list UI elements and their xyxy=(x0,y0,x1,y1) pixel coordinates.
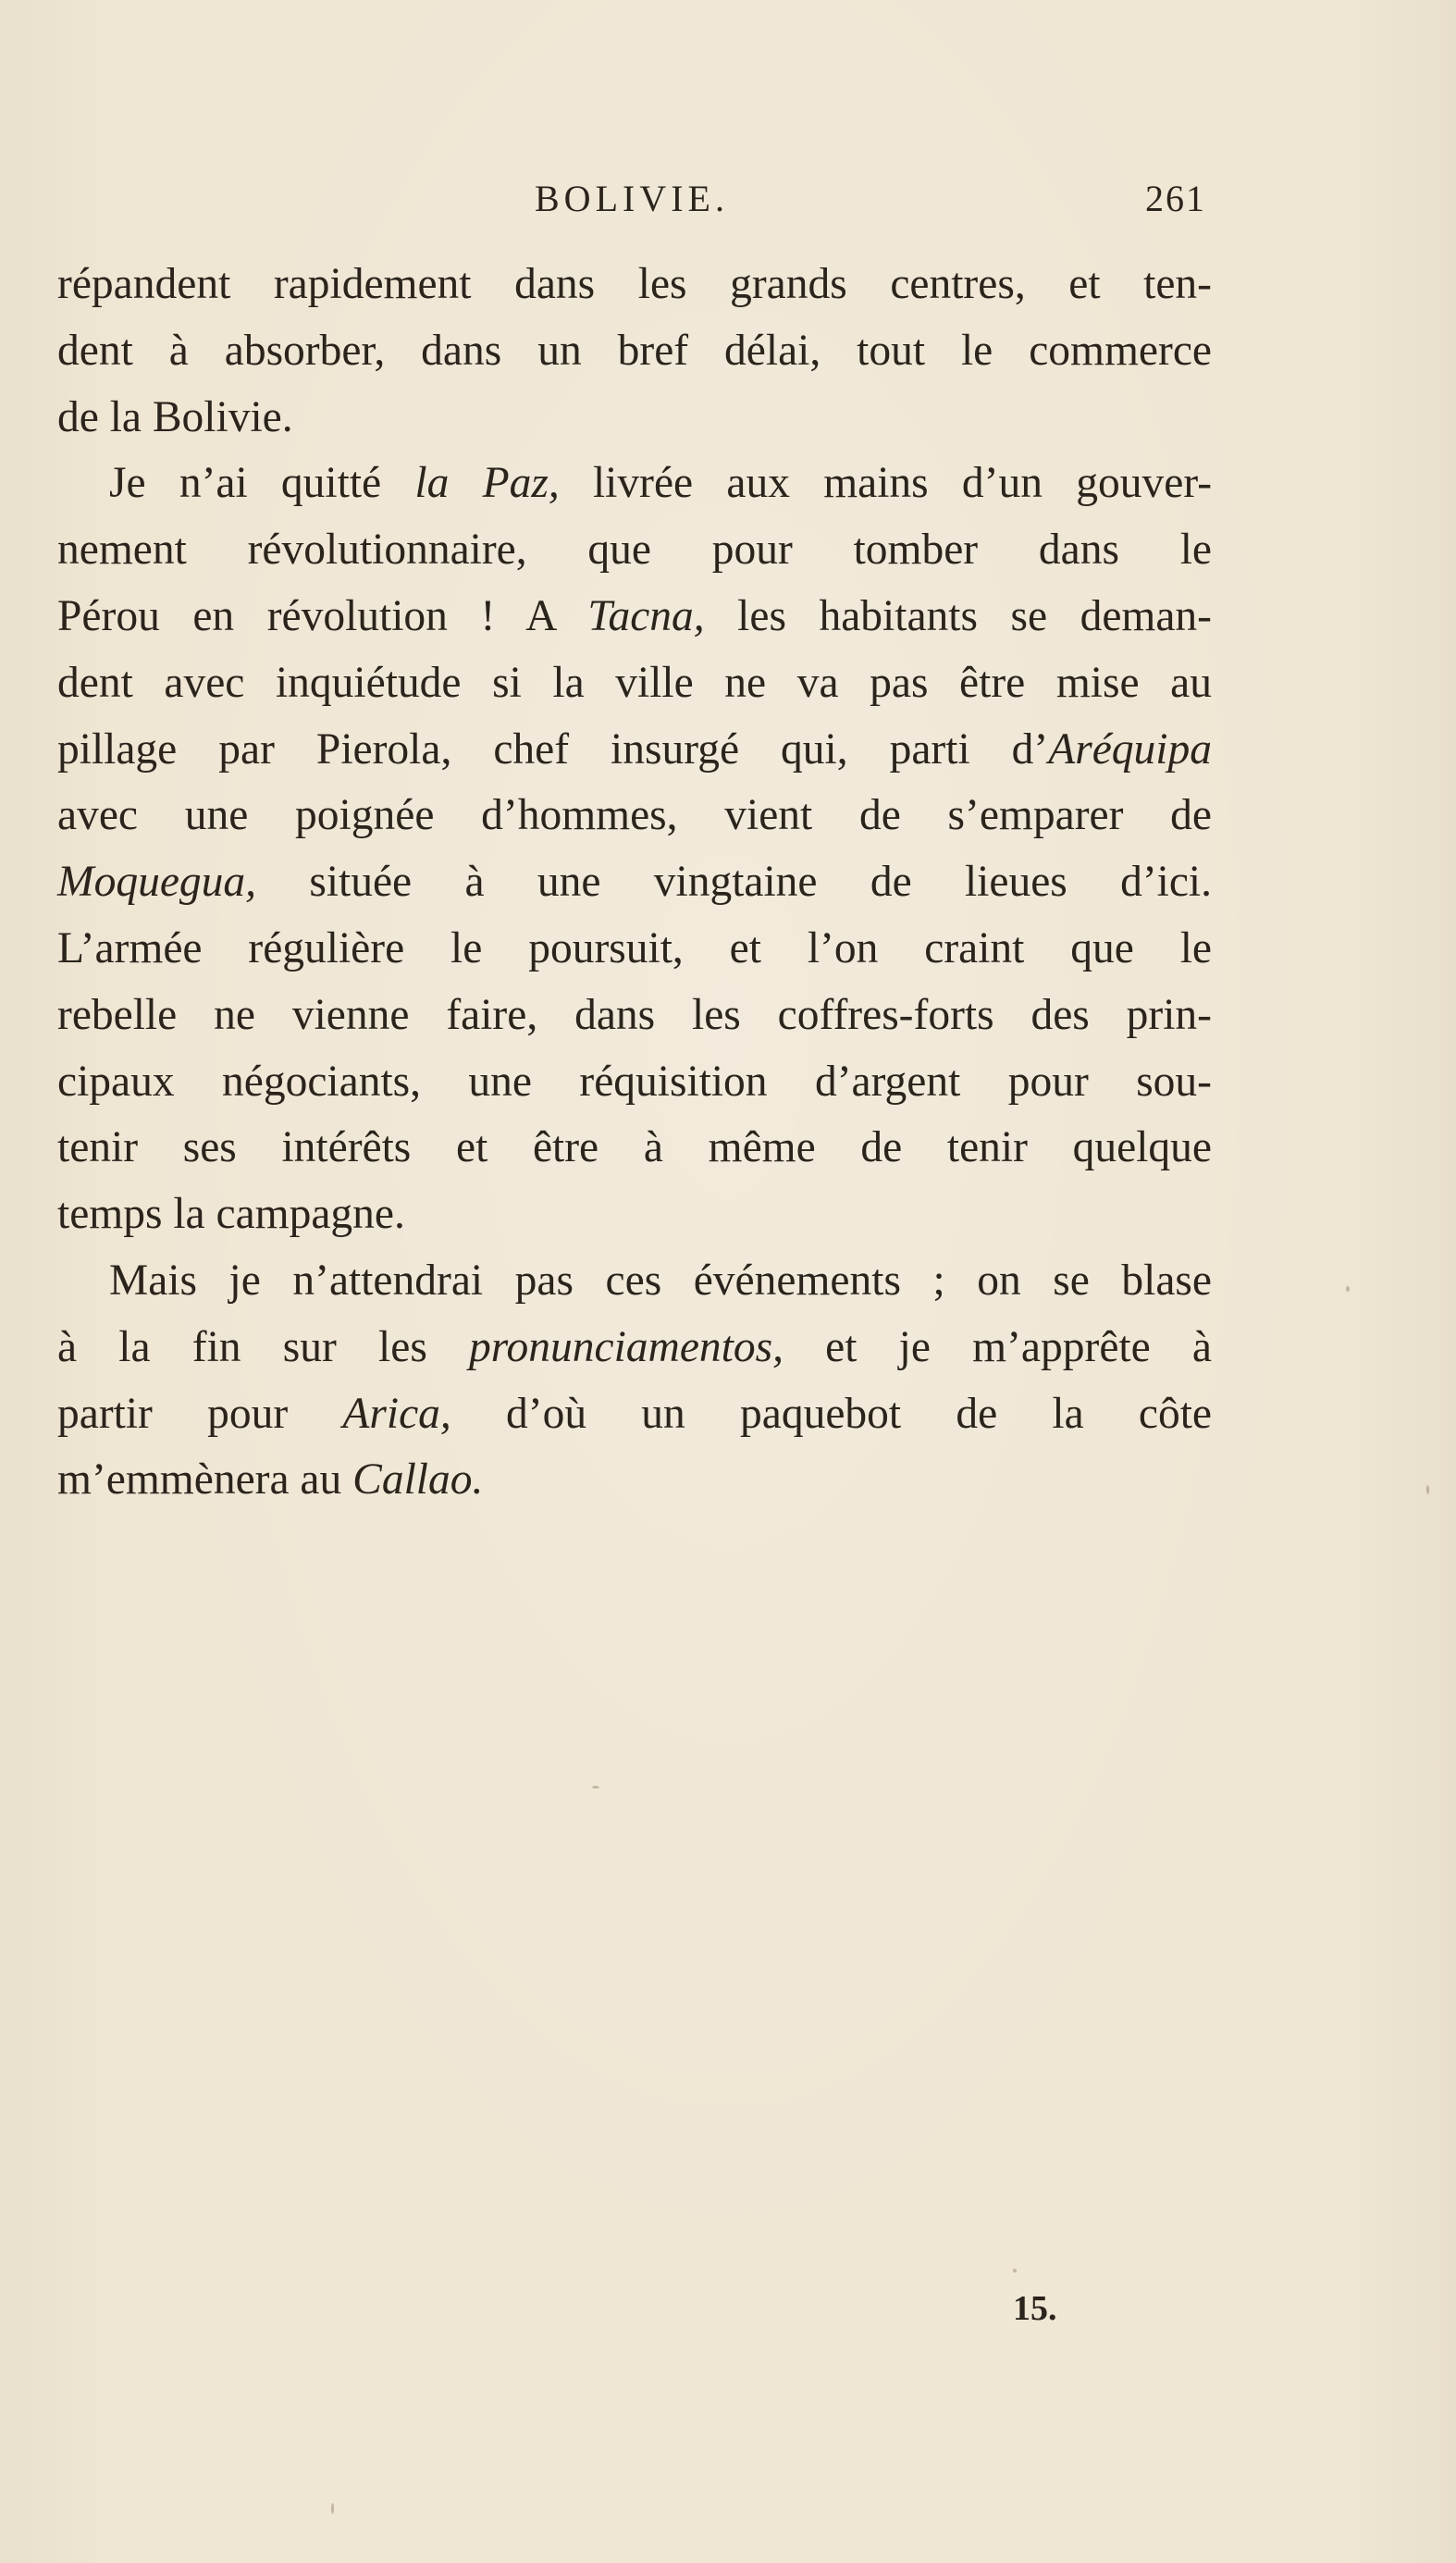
paper-speck xyxy=(1346,1286,1350,1292)
text-line: nement révolutionnaire, que pour tomber dans le xyxy=(57,526,1212,575)
text-line: pillage par Pierola, chef insurgé qui, parti d’Aréquipa xyxy=(57,724,1212,774)
text-line: à la fin sur les pronunciamentos, et je m’apprête à xyxy=(57,1322,1212,1371)
text-line: avec une poignée d’hommes, vient de s’emparer de xyxy=(57,791,1212,840)
running-header xyxy=(0,176,1456,222)
text-line: Moquegua, située à une vingtaine de lieues d’ici. xyxy=(57,858,1212,907)
text-line: répandent rapidement dans les grands centres, et ten- xyxy=(57,260,1212,308)
text-line: rebelle ne vienne faire, dans les coffres-forts des prin- xyxy=(57,990,1212,1039)
body-text xyxy=(57,252,1212,1514)
text-line: dent avec inquiétude si la ville ne va pas être mise au xyxy=(57,658,1212,707)
running-title: BOLIVIE. xyxy=(535,178,729,219)
text-line: de la Bolivie. xyxy=(57,392,293,441)
text-line: Pérou en révolution ! A Tacna, les habitants se deman- xyxy=(57,591,1212,640)
page-number: 261 xyxy=(1145,178,1206,219)
text-line: partir pour Arica, d’où un paquebot de la côte xyxy=(57,1389,1212,1438)
paper-speck xyxy=(1013,2269,1017,2272)
text-line: Mais je n’attendrai pas ces événements ; on se blase xyxy=(109,1256,1212,1305)
paper-speck xyxy=(592,1786,599,1789)
paper-speck xyxy=(1426,1485,1429,1494)
text-line: temps la campagne. xyxy=(57,1190,405,1239)
text-line: dent à absorber, dans un bref délai, tout le commerce xyxy=(57,326,1212,375)
text-line: m’emmènera au Callao. xyxy=(57,1455,484,1504)
signature-mark: 15. xyxy=(1013,2289,1057,2328)
text-line: L’armée régulière le poursuit, et l’on craint que le xyxy=(57,923,1212,972)
text-line: Je n’ai quitté la Paz, livrée aux mains d’un gouver- xyxy=(109,459,1213,508)
paper-speck xyxy=(331,2503,334,2514)
text-line: tenir ses intérêts et être à même de tenir quelque xyxy=(57,1123,1212,1172)
text-line: cipaux négociants, une réquisition d’argent pour sou- xyxy=(57,1057,1212,1106)
